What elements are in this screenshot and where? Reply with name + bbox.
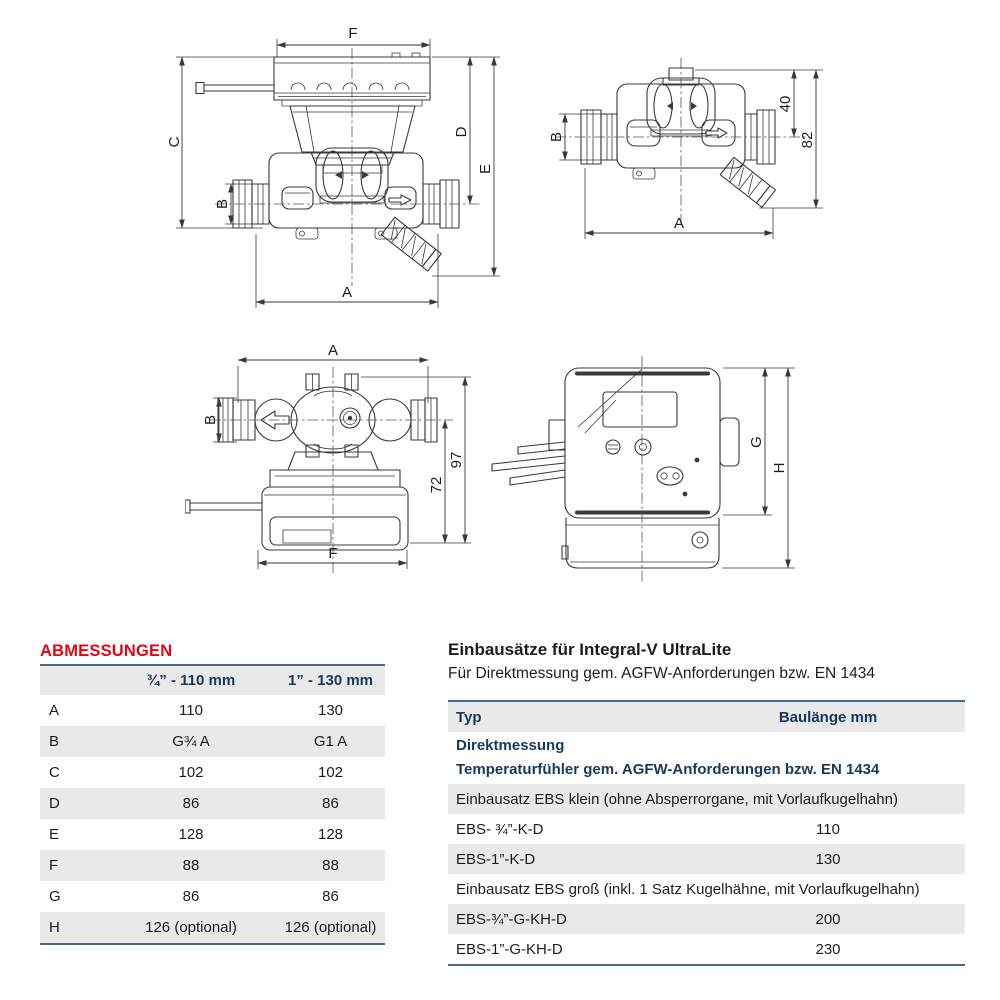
section-line2: Temperaturfühler gem. AGFW-Anforderungen bzw. EN 1434 xyxy=(456,761,880,778)
dim-label-c: C xyxy=(166,136,183,148)
kit-length: 110 xyxy=(816,820,840,838)
dim-label-40: 40 xyxy=(777,95,794,113)
side-view-drawing xyxy=(545,40,845,250)
dim-value: 110 xyxy=(179,702,203,719)
dimension-g xyxy=(723,368,795,515)
dim-value: G¾ A xyxy=(172,733,210,750)
dimension-e xyxy=(432,57,500,276)
table-row xyxy=(40,819,385,850)
kit-type: EBS-1”-K-D xyxy=(456,850,536,868)
dim-row-label: A xyxy=(49,702,60,719)
dim-value: 128 xyxy=(317,826,344,843)
dim-value: 86 xyxy=(182,888,200,905)
dimensions-header-row xyxy=(40,665,385,695)
dimension-f xyxy=(277,25,430,57)
kit-group-label: Einbausatz EBS klein (ohne Absperrorgane, mit Vorlaufkugelhahn) xyxy=(456,790,898,808)
dim-value: 86 xyxy=(322,888,339,905)
dim-label-b: B xyxy=(548,131,565,143)
kit-length: 130 xyxy=(815,850,841,868)
dim-row-label: H xyxy=(49,919,60,936)
kits-subtitle: Für Direktmessung gem. AGFW-Anforderungen bzw. EN 1434 xyxy=(448,665,876,682)
dim-value: 86 xyxy=(182,795,200,812)
empty-header-cell xyxy=(40,665,106,695)
dim-row-label: F xyxy=(49,857,59,874)
integrator-view-drawing xyxy=(480,350,810,590)
dim-label-e: E xyxy=(477,163,494,175)
integrator-register xyxy=(274,53,430,106)
dim-label-a: A xyxy=(673,215,685,232)
kit-length: 230 xyxy=(815,940,841,958)
register-cable-pin xyxy=(196,83,274,94)
flow-arrow-icon xyxy=(706,128,727,138)
dim-label-g: G xyxy=(748,436,765,448)
dim-row-label: B xyxy=(49,733,60,750)
col-header-34inch: ¾” - 110 mm xyxy=(106,665,276,695)
dimension-d xyxy=(432,57,500,204)
meter-neck xyxy=(290,106,415,173)
kits-table xyxy=(448,700,965,966)
dim-value: 102 xyxy=(317,764,344,781)
dim-value: 130 xyxy=(317,702,344,719)
kit-type: EBS-¾”-G-KH-D xyxy=(456,910,567,928)
table-row xyxy=(448,844,965,874)
dim-label-h: H xyxy=(771,462,788,474)
temperature-sensor xyxy=(381,217,441,271)
col-header-1inch: 1” - 130 mm xyxy=(276,665,385,695)
dimension-40 xyxy=(695,70,823,137)
table-row xyxy=(40,881,385,912)
table-row xyxy=(40,757,385,788)
dim-label-82: 82 xyxy=(799,131,816,149)
battery-module xyxy=(562,518,719,568)
mounting-kits-section xyxy=(448,638,965,966)
kits-title: Einbausätze für Integral-V UltraLite xyxy=(448,640,732,659)
dim-value: G1 A xyxy=(313,733,348,750)
dim-value: 126 (optional) xyxy=(145,919,237,936)
dim-value: 128 xyxy=(178,826,204,843)
table-row xyxy=(40,695,385,726)
kits-section-row xyxy=(448,732,965,784)
sensor-cables xyxy=(492,442,565,485)
dim-label-d: D xyxy=(453,126,470,138)
dim-label-b: B xyxy=(214,198,231,210)
kit-type: EBS- ¾”-K-D xyxy=(456,820,544,838)
dim-label-b: B xyxy=(202,414,219,426)
dim-label-f: F xyxy=(348,25,358,42)
dim-value: 126 (optional) xyxy=(284,919,377,936)
dim-row-label: E xyxy=(49,826,60,843)
dim-label-a: A xyxy=(327,345,339,359)
sensor-port-icon xyxy=(635,439,651,455)
dim-row-label: D xyxy=(49,795,60,812)
dimension-97 xyxy=(361,377,471,543)
kit-group-label: Einbausatz EBS groß (inkl. 1 Satz Kugelhähne, mit Vorlaufkugelhahn) xyxy=(456,880,920,898)
table-row xyxy=(448,784,965,814)
screw-icon xyxy=(606,440,620,454)
temperature-sensor xyxy=(720,157,775,207)
dim-value: 88 xyxy=(322,857,339,874)
col-header-baulaenge: Baulänge mm xyxy=(778,708,878,726)
meter-body xyxy=(269,148,423,239)
dimension-a-front xyxy=(256,234,438,308)
dimensions-title: ABMESSUNGEN xyxy=(40,642,173,660)
dimensions-table xyxy=(40,664,385,945)
dimension-a-side xyxy=(585,168,773,239)
col-header-typ: Typ xyxy=(456,708,482,726)
top-view-drawing xyxy=(185,345,485,580)
kit-length: 200 xyxy=(815,910,841,928)
table-row xyxy=(448,934,965,965)
flow-arrow-icon xyxy=(389,195,411,205)
table-row xyxy=(448,904,965,934)
table-row xyxy=(40,850,385,881)
dimension-h xyxy=(722,368,795,568)
lcd-display xyxy=(603,392,677,427)
table-row xyxy=(448,814,965,844)
kit-type: EBS-1”-G-KH-D xyxy=(456,940,563,958)
dim-label-f: F xyxy=(328,545,338,562)
table-row xyxy=(40,726,385,757)
dimension-f-top xyxy=(258,545,407,569)
integrator-register-top xyxy=(185,452,408,550)
dimensions-section xyxy=(40,640,385,945)
integrator-housing xyxy=(549,368,739,518)
table-row xyxy=(40,788,385,819)
kits-header-row xyxy=(448,701,965,732)
dimension-72 xyxy=(410,420,471,543)
dim-value: 88 xyxy=(182,857,200,874)
front-view-drawing xyxy=(130,12,520,312)
dim-label-97: 97 xyxy=(448,451,465,469)
dim-label-a: A xyxy=(341,284,353,301)
dim-label-72: 72 xyxy=(428,476,445,494)
table-row xyxy=(448,874,965,904)
dim-row-label: C xyxy=(49,764,60,781)
dim-value: 86 xyxy=(322,795,339,812)
section-line1: Direktmessung xyxy=(456,737,565,754)
dim-value: 102 xyxy=(178,764,204,781)
table-row xyxy=(40,912,385,944)
dim-row-label: G xyxy=(49,888,61,905)
